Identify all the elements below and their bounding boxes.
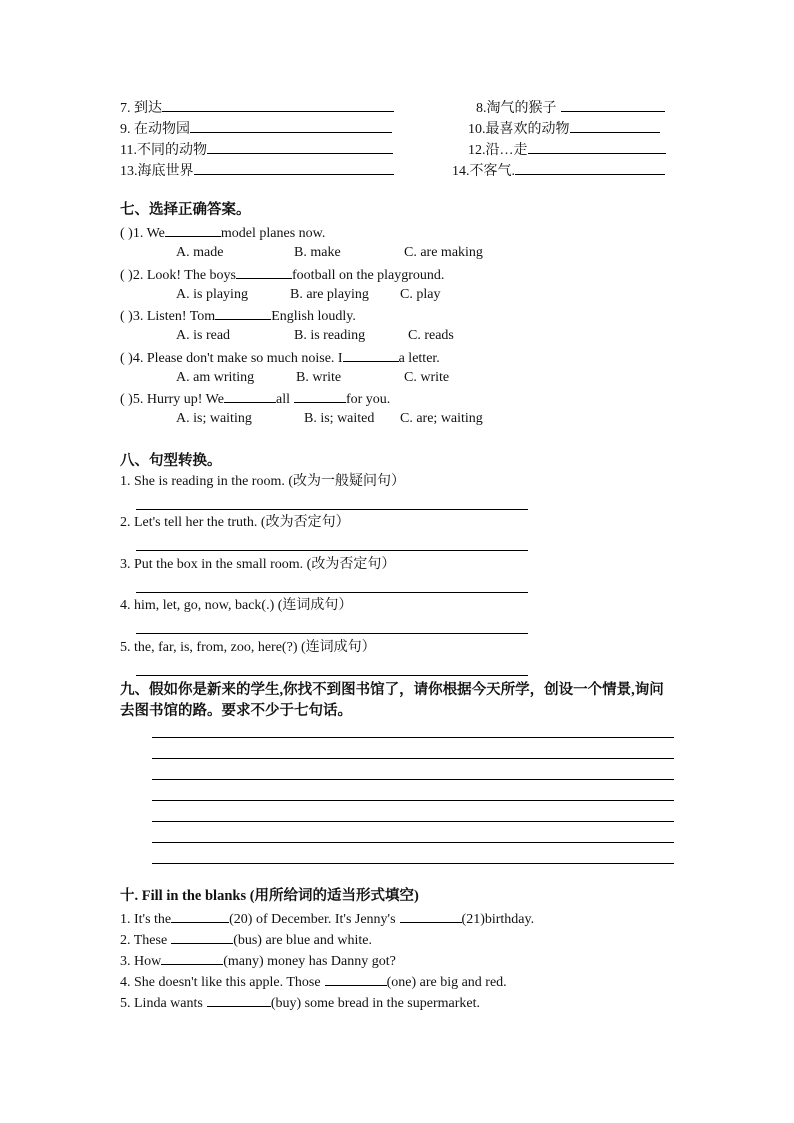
transform-item-4: 4. him, let, go, now, back(.) (连词成句）	[120, 598, 353, 613]
vocab-item-14: 14.不客气.	[452, 160, 665, 182]
transform-item-5: 5. the, far, is, from, zoo, here(?) (连词成句）	[120, 640, 376, 655]
option-7-5-a: A. is; waiting	[176, 411, 252, 426]
option-7-3-c: C. reads	[408, 328, 454, 343]
answer-blank[interactable]	[515, 160, 665, 175]
answer-line[interactable]	[136, 550, 528, 551]
option-7-1-c: C. are making	[404, 245, 483, 260]
option-7-2-b: B. are playing	[290, 287, 369, 302]
writing-line[interactable]	[152, 737, 674, 738]
answer-blank[interactable]	[400, 908, 462, 923]
option-7-4-c: C. write	[404, 370, 450, 385]
question-7-2: ( )2. Look! The boys football on the playground.	[120, 264, 444, 286]
writing-line[interactable]	[152, 800, 674, 801]
writing-line[interactable]	[152, 842, 674, 843]
answer-blank[interactable]	[236, 264, 292, 279]
question-7-1: ( )1. We model planes now.	[120, 222, 325, 244]
answer-blank[interactable]	[528, 139, 666, 154]
vocab-item-13: 13.海底世界	[120, 160, 394, 182]
option-7-5-c: C. are; waiting	[400, 411, 483, 426]
question-7-4: ( )4. Please don't make so much noise. I a letter.	[120, 347, 440, 369]
answer-blank[interactable]	[294, 388, 346, 403]
vocab-item-9: 9. 在动物园	[120, 118, 392, 140]
answer-paren[interactable]: ( )	[120, 268, 133, 283]
question-7-5: ( )5. Hurry up! We all for you.	[120, 388, 390, 410]
answer-paren[interactable]: ( )	[120, 309, 133, 324]
section8-title: 八、句型转换。	[120, 453, 222, 469]
vocab-item-12: 12.沿…走	[468, 139, 666, 161]
section9-title: 九、假如你是新来的学生,你找不到图书馆了，请你根据今天所学，创设一个情景,询问去图书馆的路。要求不少于七句话。	[120, 682, 664, 719]
option-7-2-a: A. is playing	[176, 287, 248, 302]
answer-blank[interactable]	[190, 118, 392, 133]
option-7-2-c: C. play	[400, 287, 441, 302]
option-7-3-b: B. is reading	[294, 328, 366, 343]
answer-line[interactable]	[136, 509, 528, 510]
fill-item-4: 4. She doesn't like this apple. Those (one) are big and red.	[120, 971, 507, 993]
transform-item-1: 1. She is reading in the room. (改为一般疑问句）	[120, 474, 406, 489]
transform-item-2: 2. Let's tell her the truth. (改为否定句）	[120, 515, 350, 530]
option-7-4-a: A. am writing	[176, 370, 255, 385]
answer-line[interactable]	[136, 633, 528, 634]
answer-blank[interactable]	[561, 97, 665, 112]
vocab-item-11: 11.不同的动物	[120, 139, 393, 161]
answer-paren[interactable]: ( )	[120, 226, 133, 241]
writing-line[interactable]	[152, 779, 674, 780]
answer-blank[interactable]	[215, 305, 271, 320]
option-7-5-b: B. is; waited	[304, 411, 375, 426]
section7-title: 七、选择正确答案。	[120, 202, 251, 218]
vocab-item-10: 10.最喜欢的动物	[468, 118, 660, 140]
answer-line[interactable]	[136, 592, 528, 593]
option-7-3-a: A. is read	[176, 328, 231, 343]
writing-line[interactable]	[152, 758, 674, 759]
vocab-item-7: 7. 到达	[120, 97, 394, 119]
answer-blank[interactable]	[325, 971, 387, 986]
fill-item-2: 2. These (bus) are blue and white.	[120, 929, 372, 951]
answer-paren[interactable]: ( )	[120, 351, 133, 366]
writing-line[interactable]	[152, 821, 674, 822]
fill-item-1: 1. It's the (20) of December. It's Jenny's (21)birthday.	[120, 908, 534, 930]
answer-blank[interactable]	[207, 992, 271, 1007]
option-7-1-a: A. made	[176, 245, 224, 260]
answer-blank[interactable]	[207, 139, 393, 154]
answer-blank[interactable]	[171, 929, 233, 944]
transform-item-3: 3. Put the box in the small room. (改为否定句）	[120, 557, 396, 572]
writing-line[interactable]	[152, 863, 674, 864]
answer-blank[interactable]	[570, 118, 660, 133]
answer-blank[interactable]	[165, 222, 221, 237]
answer-blank[interactable]	[161, 950, 223, 965]
fill-item-3: 3. How (many) money has Danny got?	[120, 950, 396, 972]
answer-line[interactable]	[136, 675, 528, 676]
answer-blank[interactable]	[194, 160, 394, 175]
answer-blank[interactable]	[343, 347, 399, 362]
answer-blank[interactable]	[162, 97, 394, 112]
answer-blank[interactable]	[171, 908, 229, 923]
option-7-1-b: B. make	[294, 245, 341, 260]
answer-paren[interactable]: ( )	[120, 392, 133, 407]
answer-blank[interactable]	[224, 388, 276, 403]
vocab-item-8: 8.淘气的猴子	[476, 97, 665, 119]
fill-item-5: 5. Linda wants (buy) some bread in the supermarket.	[120, 992, 480, 1014]
question-7-3: ( )3. Listen! Tom English loudly.	[120, 305, 356, 327]
option-7-4-b: B. write	[296, 370, 342, 385]
section10-title: 十. Fill in the blanks (用所给词的适当形式填空)	[120, 888, 419, 904]
